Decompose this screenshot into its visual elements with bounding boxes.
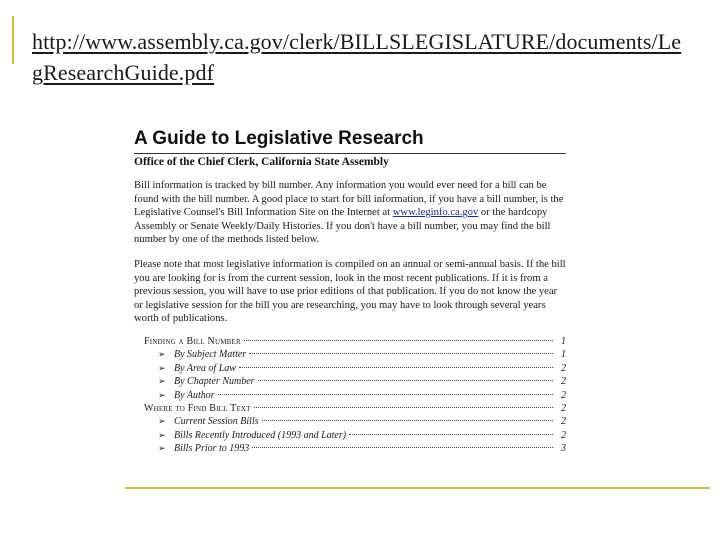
toc-page-number: 2 (561, 402, 566, 414)
slide-accent-bar (12, 16, 14, 64)
toc-entry[interactable] (144, 389, 566, 402)
intro-paragraph (134, 179, 566, 247)
toc-entry[interactable] (144, 442, 566, 455)
intro-text-1: Bill information is tracked by bill number. Any information you would ever need for a bill can be found with the bill number. A good place to start for bill information, if you have a bill number, is the Legislative Counsel's Bill Information Site on the Internet at (134, 180, 564, 219)
document-subtitle: Office of the Chief Clerk, California State Assembly (134, 156, 389, 168)
toc-label: Finding a Bill Number (144, 335, 241, 347)
document-title: A Guide to Legislative Research (134, 128, 424, 149)
title-divider (134, 153, 566, 154)
arrow-bullet-icon: ➢ (158, 416, 166, 427)
arrow-bullet-icon: ➢ (158, 389, 166, 400)
document-url-link[interactable]: http://www.assembly.ca.gov/clerk/BILLSLEGISLATURE/documents/LegResearchGuide.pdf (32, 29, 682, 85)
toc-label: Where to Find Bill Text (144, 402, 251, 414)
toc-label: By Area of Law (174, 362, 236, 374)
toc-leader (262, 420, 553, 421)
toc-entry[interactable] (144, 362, 566, 375)
toc-label: Bills Prior to 1993 (174, 443, 250, 455)
toc-leader (218, 394, 553, 395)
arrow-bullet-icon: ➢ (158, 349, 166, 360)
toc-entry[interactable] (144, 348, 566, 361)
table-of-contents (144, 335, 566, 456)
leginfo-link[interactable]: www.leginfo.ca.gov (392, 207, 479, 219)
toc-label: Current Session Bills (174, 416, 259, 428)
toc-page-number: 2 (561, 376, 566, 388)
toc-label: By Subject Matter (174, 349, 247, 361)
toc-leader (254, 407, 553, 408)
toc-leader (252, 447, 553, 448)
toc-page-number: 3 (561, 443, 566, 455)
arrow-bullet-icon: ➢ (158, 443, 166, 454)
arrow-bullet-icon: ➢ (158, 362, 166, 373)
toc-label: By Author (174, 389, 215, 401)
toc-page-number: 2 (561, 416, 566, 428)
arrow-bullet-icon: ➢ (158, 376, 166, 387)
toc-page-number: 2 (561, 362, 566, 374)
toc-label: Bills Recently Introduced (1993 and Later) (174, 429, 347, 441)
toc-page-number: 2 (561, 429, 566, 441)
toc-label: By Chapter Number (174, 376, 255, 388)
arrow-bullet-icon: ➢ (158, 429, 166, 440)
toc-leader (249, 353, 553, 354)
toc-leader (349, 434, 553, 435)
toc-page-number: 1 (561, 349, 566, 361)
toc-leader (258, 380, 553, 381)
toc-leader (244, 340, 553, 341)
toc-page-number: 1 (561, 335, 566, 347)
toc-entry[interactable] (144, 402, 566, 415)
toc-page-number: 2 (561, 389, 566, 401)
toc-leader (239, 367, 553, 368)
slide-accent-line (125, 487, 710, 489)
toc-entry[interactable] (144, 415, 566, 428)
note-paragraph: Please note that most legislative information is compiled on an annual or semi-annual basis. If the bill you are looking for is from the current session, look in the most recent publications. If it is from a previous session, you will have to use prior editions of that publication. If you do not know the year or legislative session for the bill you are researching, you may have to look through several years worth of publications. (134, 258, 566, 325)
document-preview (130, 127, 570, 455)
toc-entry[interactable] (144, 375, 566, 388)
toc-entry[interactable] (144, 335, 566, 348)
intro-text-2: or the hardcopy Assembly or Senate Weekly/Daily Histories. If you don't have a bill number, you may find the bill number by one of the methods listed below. (134, 207, 551, 246)
toc-entry[interactable] (144, 429, 566, 442)
